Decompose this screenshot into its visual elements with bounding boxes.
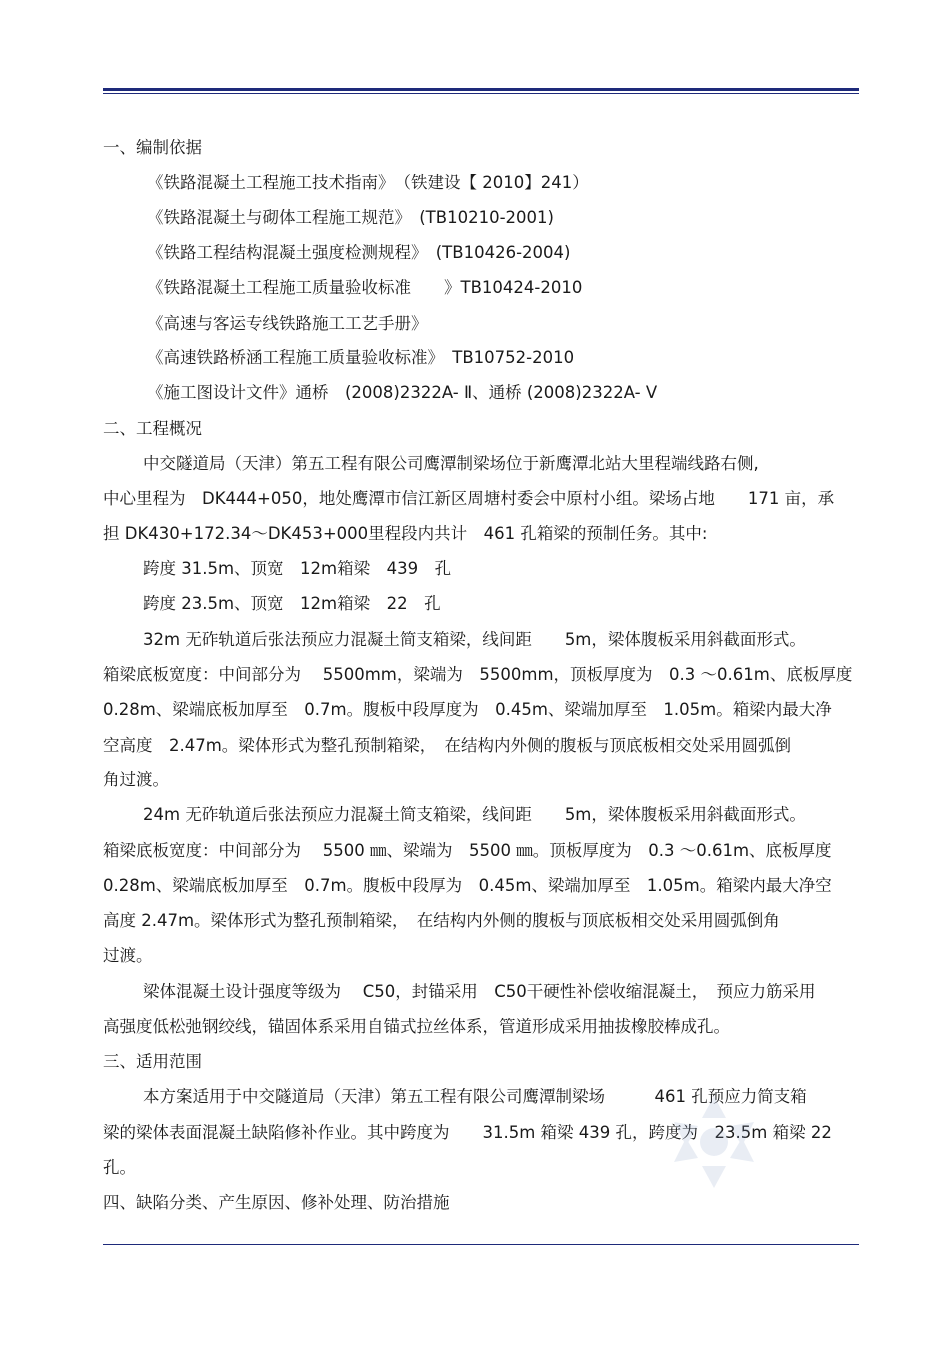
paragraph-line: 高强度低松弛钢绞线，锚固体系采用自锚式拉丝体系，管道形成采用抽拔橡胶棒成孔。 [103,1017,730,1036]
section-heading-scope: 三、适用范围 [103,1052,202,1071]
paragraph-line: 0.28m、梁端底板加厚至 0.7m。腹板中段厚度为 0.45m、梁端加厚至 1.05m。箱梁内最大净 [103,700,832,719]
span-item: 跨度 31.5m、顶宽 12m箱梁 439 孔 [143,559,452,578]
paragraph-line: 过渡。 [103,946,153,965]
reference-item: 《铁路混凝土与砌体工程施工规范》 (TB10210-2001) [147,208,554,227]
section-heading-basis: 一、编制依据 [103,138,202,157]
reference-item: 《高速铁路桥涵工程施工质量验收标准》 TB10752-2010 [147,348,575,367]
reference-item: 《铁路混凝土工程施工质量验收标准 》TB10424-2010 [147,278,583,297]
paragraph-line: 梁的梁体表面混凝土缺陷修补作业。其中跨度为 31.5m 箱梁 439 孔，跨度为 23.5m 箱梁 22 [103,1123,832,1142]
paragraph-line: 空高度 2.47m。梁体形式为整孔预制箱梁， 在结构内外侧的腹板与顶底板相交处采用圆弧倒 [103,736,792,755]
span-item: 跨度 23.5m、顶宽 12m箱梁 22 孔 [143,594,441,613]
paragraph-line: 32m 无砟轨道后张法预应力混凝土简支箱梁，线间距 5m，梁体腹板采用斜截面形式。 [143,630,806,649]
paragraph-line: 箱梁底板宽度：中间部分为 5500 ㎜、梁端为 5500 ㎜。顶板厚度为 0.3 ～0.61m、底板厚度 [103,841,832,860]
paragraph-line: 24m 无砟轨道后张法预应力混凝土简支箱梁，线间距 5m，梁体腹板采用斜截面形式。 [143,805,806,824]
footer-rule [103,1244,859,1245]
paragraph-line: 角过渡。 [103,770,169,789]
watermark-logo-icon [668,1092,760,1192]
paragraph-line: 箱梁底板宽度：中间部分为 5500mm，梁端为 5500mm，顶板厚度为 0.3 ～0.61m、底板厚度 [103,665,853,684]
header-rule [103,88,859,91]
paragraph-line: 本方案适用于中交隧道局（天津）第五工程有限公司鹰潭制梁场 461 孔预应力简支箱 [143,1087,807,1106]
paragraph-line: 孔。 [103,1158,136,1177]
paragraph-line: 高度 2.47m。梁体形式为整孔预制箱梁， 在结构内外侧的腹板与顶底板相交处采用圆弧倒角 [103,911,780,930]
reference-item: 《施工图设计文件》通桥 (2008)2322A- Ⅱ、通桥 (2008)2322A- Ⅴ [147,383,658,402]
paragraph-line: 中心里程为 DK444+050，地处鹰潭市信江新区周塘村委会中原村小组。梁场占地 171 亩，承 [103,489,835,508]
reference-item: 《铁路混凝土工程施工技术指南》 （铁建设【 2010】241） [147,173,589,192]
paragraph-line: 中交隧道局（天津）第五工程有限公司鹰潭制梁场位于新鹰潭北站大里程端线路右侧, [143,454,759,473]
header-rule-thin [103,93,859,94]
paragraph-line: 0.28m、梁端底板加厚至 0.7m。腹板中段厚为 0.45m、梁端加厚至 1.05m。箱梁内最大净空 [103,876,832,895]
reference-item: 《铁路工程结构混凝土强度检测规程》 (TB10426-2004) [147,243,571,262]
paragraph-line: 梁体混凝土设计强度等级为 C50，封锚采用 C50干硬性补偿收缩混凝土， 预应力筋采用 [143,982,816,1001]
paragraph-line: 担 DK430+172.34～DK453+000里程段内共计 461 孔箱梁的预制任务。其中: [103,524,708,543]
section-heading-defects: 四、缺陷分类、产生原因、修补处理、防治措施 [103,1193,450,1212]
reference-item: 《高速与客运专线铁路施工工艺手册》 [147,314,428,333]
section-heading-overview: 二、工程概况 [103,419,202,438]
